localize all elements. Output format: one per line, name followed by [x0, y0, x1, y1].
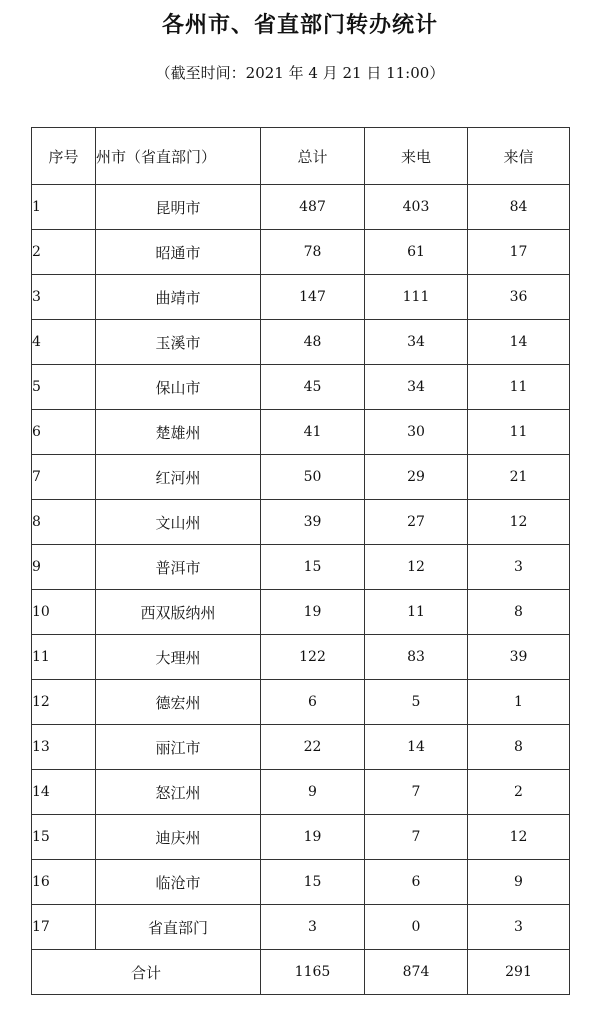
row-letter: 21	[468, 455, 570, 500]
table-row	[32, 680, 570, 725]
row-phone: 6	[365, 860, 468, 905]
row-phone: 34	[365, 320, 468, 365]
row-letter: 36	[468, 275, 570, 320]
table-row	[32, 455, 570, 500]
row-phone: 61	[365, 230, 468, 275]
row-phone: 11	[365, 590, 468, 635]
row-seq: 13	[32, 725, 96, 770]
row-phone: 30	[365, 410, 468, 455]
total-row	[32, 950, 570, 995]
row-phone: 29	[365, 455, 468, 500]
row-seq: 14	[32, 770, 96, 815]
row-seq: 8	[32, 500, 96, 545]
row-seq: 7	[32, 455, 96, 500]
row-phone: 403	[365, 185, 468, 230]
row-region: 文山州	[96, 500, 261, 545]
row-region: 玉溪市	[96, 320, 261, 365]
row-region: 省直部门	[96, 905, 261, 950]
row-seq: 2	[32, 230, 96, 275]
row-letter: 84	[468, 185, 570, 230]
row-region: 西双版纳州	[96, 590, 261, 635]
row-total: 3	[261, 905, 365, 950]
row-letter: 14	[468, 320, 570, 365]
row-total: 39	[261, 500, 365, 545]
row-region: 昭通市	[96, 230, 261, 275]
row-phone: 83	[365, 635, 468, 680]
row-seq: 9	[32, 545, 96, 590]
row-region: 德宏州	[96, 680, 261, 725]
row-total: 22	[261, 725, 365, 770]
row-total: 9	[261, 770, 365, 815]
row-letter: 3	[468, 545, 570, 590]
row-total: 147	[261, 275, 365, 320]
table-row	[32, 275, 570, 320]
row-total: 45	[261, 365, 365, 410]
table-row	[32, 185, 570, 230]
row-seq: 4	[32, 320, 96, 365]
table-row	[32, 635, 570, 680]
row-seq: 10	[32, 590, 96, 635]
row-region: 临沧市	[96, 860, 261, 905]
row-region: 丽江市	[96, 725, 261, 770]
row-phone: 111	[365, 275, 468, 320]
table-row	[32, 725, 570, 770]
table-row	[32, 590, 570, 635]
row-region: 迪庆州	[96, 815, 261, 860]
row-letter: 8	[468, 725, 570, 770]
row-letter: 8	[468, 590, 570, 635]
statistics-table	[31, 127, 570, 995]
row-total: 19	[261, 815, 365, 860]
row-seq: 16	[32, 860, 96, 905]
row-seq: 15	[32, 815, 96, 860]
table-row	[32, 815, 570, 860]
row-phone: 27	[365, 500, 468, 545]
row-total: 78	[261, 230, 365, 275]
table-row	[32, 410, 570, 455]
row-letter: 17	[468, 230, 570, 275]
row-letter: 11	[468, 365, 570, 410]
row-region: 曲靖市	[96, 275, 261, 320]
table-row	[32, 365, 570, 410]
row-letter: 3	[468, 905, 570, 950]
row-phone: 12	[365, 545, 468, 590]
row-seq: 17	[32, 905, 96, 950]
total-sum: 1165	[261, 950, 365, 995]
table-row	[32, 230, 570, 275]
table-row	[32, 500, 570, 545]
row-seq: 1	[32, 185, 96, 230]
row-letter: 39	[468, 635, 570, 680]
header-phone: 来电	[365, 128, 468, 185]
table-row	[32, 320, 570, 365]
row-phone: 7	[365, 770, 468, 815]
row-region: 楚雄州	[96, 410, 261, 455]
row-seq: 3	[32, 275, 96, 320]
table-header-row	[32, 128, 570, 185]
row-region: 红河州	[96, 455, 261, 500]
total-phone: 874	[365, 950, 468, 995]
header-letter: 来信	[468, 128, 570, 185]
table-body	[32, 185, 570, 950]
row-letter: 9	[468, 860, 570, 905]
table-row	[32, 860, 570, 905]
row-total: 15	[261, 545, 365, 590]
row-total: 122	[261, 635, 365, 680]
row-phone: 0	[365, 905, 468, 950]
row-letter: 12	[468, 815, 570, 860]
header-region: 州市（省直部门）	[96, 128, 261, 185]
table-row	[32, 770, 570, 815]
row-seq: 11	[32, 635, 96, 680]
row-total: 487	[261, 185, 365, 230]
row-region: 怒江州	[96, 770, 261, 815]
row-seq: 6	[32, 410, 96, 455]
row-total: 19	[261, 590, 365, 635]
page-title: 各州市、省直部门转办统计	[161, 13, 438, 38]
row-total: 15	[261, 860, 365, 905]
header-total: 总计	[261, 128, 365, 185]
row-total: 6	[261, 680, 365, 725]
row-region: 普洱市	[96, 545, 261, 590]
row-total: 50	[261, 455, 365, 500]
total-label: 合计	[32, 950, 261, 995]
row-region: 保山市	[96, 365, 261, 410]
row-letter: 1	[468, 680, 570, 725]
row-letter: 11	[468, 410, 570, 455]
row-phone: 14	[365, 725, 468, 770]
row-seq: 5	[32, 365, 96, 410]
row-total: 48	[261, 320, 365, 365]
total-letter: 291	[468, 950, 570, 995]
row-phone: 34	[365, 365, 468, 410]
row-letter: 12	[468, 500, 570, 545]
row-seq: 12	[32, 680, 96, 725]
table-row	[32, 905, 570, 950]
row-letter: 2	[468, 770, 570, 815]
page-subtitle: （截至时间：2021 年 4 月 21 日 11:00）	[155, 64, 445, 82]
row-region: 昆明市	[96, 185, 261, 230]
row-phone: 5	[365, 680, 468, 725]
row-phone: 7	[365, 815, 468, 860]
row-total: 41	[261, 410, 365, 455]
row-region: 大理州	[96, 635, 261, 680]
table-row	[32, 545, 570, 590]
header-seq: 序号	[32, 128, 96, 185]
